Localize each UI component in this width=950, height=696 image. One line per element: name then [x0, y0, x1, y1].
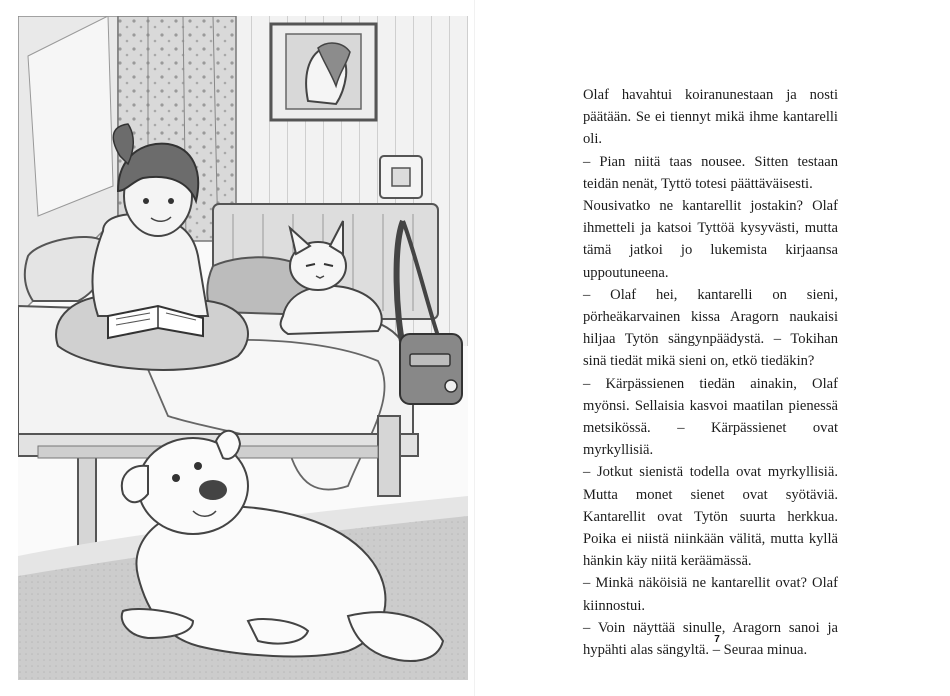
paragraph: – Pian niitä taas nousee. Sitten testaan teidän nenät, Tyttö totesi päättäväisesti.	[583, 153, 838, 192]
paragraph: – Kärpässienen tiedän ainakin, Olaf myönsi. Sellaisia kasvoi maatilan pienessä metsikössä. – Kärpässienet ovat myrkyllisiä.	[583, 375, 838, 459]
paragraph: – Jotkut sienistä todella ovat myrkyllisiä. Mutta monet sienet ovat syötäviä. Kantarellit ovat Tytön suurta herkkua. Poika ei niistä niinkään välitä, mutta kyllä hänkin käy niitä keräämässä.	[583, 464, 838, 570]
paragraph: – Voin näyttää sinulle, Aragorn sanoi ja hypähti alas sängyltä. – Seuraa minua.	[583, 619, 838, 659]
bedroom-illustration-icon	[18, 16, 468, 680]
page-number: 7	[714, 634, 720, 645]
paragraph: Nousivatko ne kantarellit jostakin? Olaf ihmetteli ja katsoi Tyttöä kysyvästi, mutta tämä jatkoi jo lukemista kirjaansa uppoutuneena.	[583, 198, 838, 281]
right-page	[475, 0, 950, 696]
paragraph: – Minkä näköisiä ne kantarellit ovat? Olaf kiinnostui.	[583, 575, 838, 614]
paragraph: Olaf havahtui koiranunestaan ja nosti päätään. Se ei tiennyt mikä ihme kantarelli oli.	[583, 87, 838, 148]
paragraph: – Olaf hei, kantarelli on sieni, pörheäkarvainen kissa Aragorn naukaisi hiljaa Tytön sängynpäädystä. – Tokihan sinä tiedät mikä sieni on, etkö tiedäkin?	[583, 286, 838, 370]
story-text	[583, 84, 838, 661]
